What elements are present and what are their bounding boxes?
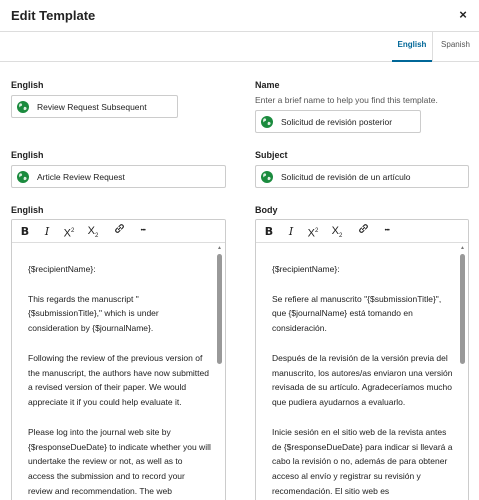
close-icon[interactable]: × xyxy=(459,7,467,22)
right-name-label: Name xyxy=(255,80,280,90)
body-paragraph: Please log into the journal web site by {$responseDueDate} to indicate whether you will undertake the review or not, as well as to access the submission and to record your review and recommendation. The web xyxy=(28,426,211,496)
editor-toolbar xyxy=(256,220,468,243)
right-subject-label: Subject xyxy=(255,150,288,160)
subscript-base: X xyxy=(87,225,95,237)
subscript-mark: 2 xyxy=(339,233,343,240)
body-paragraph: Después de la revisión de la versión previa del manuscrito, los autores/as enviaron una versión revisada de su artículo. Agradeceríamos mucho que pudiera ayudarnos a evaluarlo. xyxy=(272,352,453,408)
superscript-base: X xyxy=(307,227,315,240)
bold-button[interactable]: B xyxy=(264,225,274,238)
scroll-up-arrow-icon[interactable]: ▲ xyxy=(460,245,465,251)
link-icon[interactable] xyxy=(354,223,372,240)
language-tabs xyxy=(0,32,479,62)
more-options-button[interactable]: ••• xyxy=(384,228,390,234)
italic-button[interactable]: I xyxy=(288,225,294,238)
scrollbar-thumb[interactable] xyxy=(217,254,222,364)
link-icon[interactable] xyxy=(110,223,128,240)
right-body-editor[interactable] xyxy=(255,219,469,500)
right-subject-field[interactable] xyxy=(255,165,469,188)
subscript-base: X xyxy=(331,225,339,237)
scrollbar-thumb[interactable] xyxy=(460,254,465,364)
left-subject-value: Article Review Request xyxy=(37,172,125,182)
editor-content[interactable] xyxy=(28,262,211,500)
left-subject-label: English xyxy=(11,150,44,160)
body-paragraph: Following the review of the previous version of the manuscript, the authors have now submitted a revised version of their paper. We would appreciate it if you could help evaluate it. xyxy=(28,352,209,408)
superscript-mark: 2 xyxy=(71,228,75,234)
left-body-label: English xyxy=(11,205,44,215)
right-name-field[interactable] xyxy=(255,110,421,133)
right-name-value: Solicitud de revisión posterior xyxy=(281,117,393,127)
right-subject-value: Solicitud de revisión de un artículo xyxy=(281,172,411,182)
globe-icon xyxy=(17,101,29,113)
bold-button[interactable]: B xyxy=(20,225,30,238)
subscript-button[interactable] xyxy=(328,223,346,240)
dialog-title: Edit Template xyxy=(11,8,96,23)
body-paragraph: {$recipientName}: xyxy=(272,264,340,274)
tab-spanish[interactable]: Spanish xyxy=(432,32,478,62)
left-name-field[interactable] xyxy=(11,95,178,118)
globe-icon xyxy=(261,116,273,128)
dialog-header xyxy=(0,0,479,32)
subscript-mark: 2 xyxy=(95,233,99,240)
subscript-button[interactable] xyxy=(84,223,102,240)
scroll-up-arrow-icon[interactable]: ▲ xyxy=(217,245,222,251)
superscript-button[interactable] xyxy=(304,223,322,240)
editor-content[interactable] xyxy=(272,262,454,500)
body-paragraph: Se refiere al manuscrito "{$submissionTitle}", que {$journalName} está tomando en consideración. xyxy=(272,293,442,334)
right-body-label: Body xyxy=(255,205,278,215)
more-options-button[interactable]: ••• xyxy=(140,228,146,234)
globe-icon xyxy=(261,171,273,183)
right-name-description: Enter a brief name to help you find this template. xyxy=(255,95,438,105)
body-paragraph: {$recipientName}: xyxy=(28,264,96,274)
body-paragraph: Inicie sesión en el sitio web de la revista antes de {$responseDueDate} para indicar si llevará a cabo la revisión o no, además de para obtener acceso al envío y registrar su revisión y recomendación. El sitio web es xyxy=(272,426,453,496)
superscript-base: X xyxy=(63,227,71,240)
left-name-label: English xyxy=(11,80,44,90)
superscript-button[interactable] xyxy=(60,223,78,240)
left-name-value: Review Request Subsequent xyxy=(37,102,147,112)
left-body-editor[interactable] xyxy=(11,219,226,500)
body-paragraph: This regards the manuscript "{$submissionTitle}," which is under consideration by {$journalName}. xyxy=(28,293,159,334)
editor-toolbar xyxy=(12,220,225,243)
italic-button[interactable]: I xyxy=(44,225,50,238)
globe-icon xyxy=(17,171,29,183)
tab-english[interactable]: English xyxy=(392,32,432,62)
left-subject-field[interactable] xyxy=(11,165,226,188)
superscript-mark: 2 xyxy=(315,228,319,234)
